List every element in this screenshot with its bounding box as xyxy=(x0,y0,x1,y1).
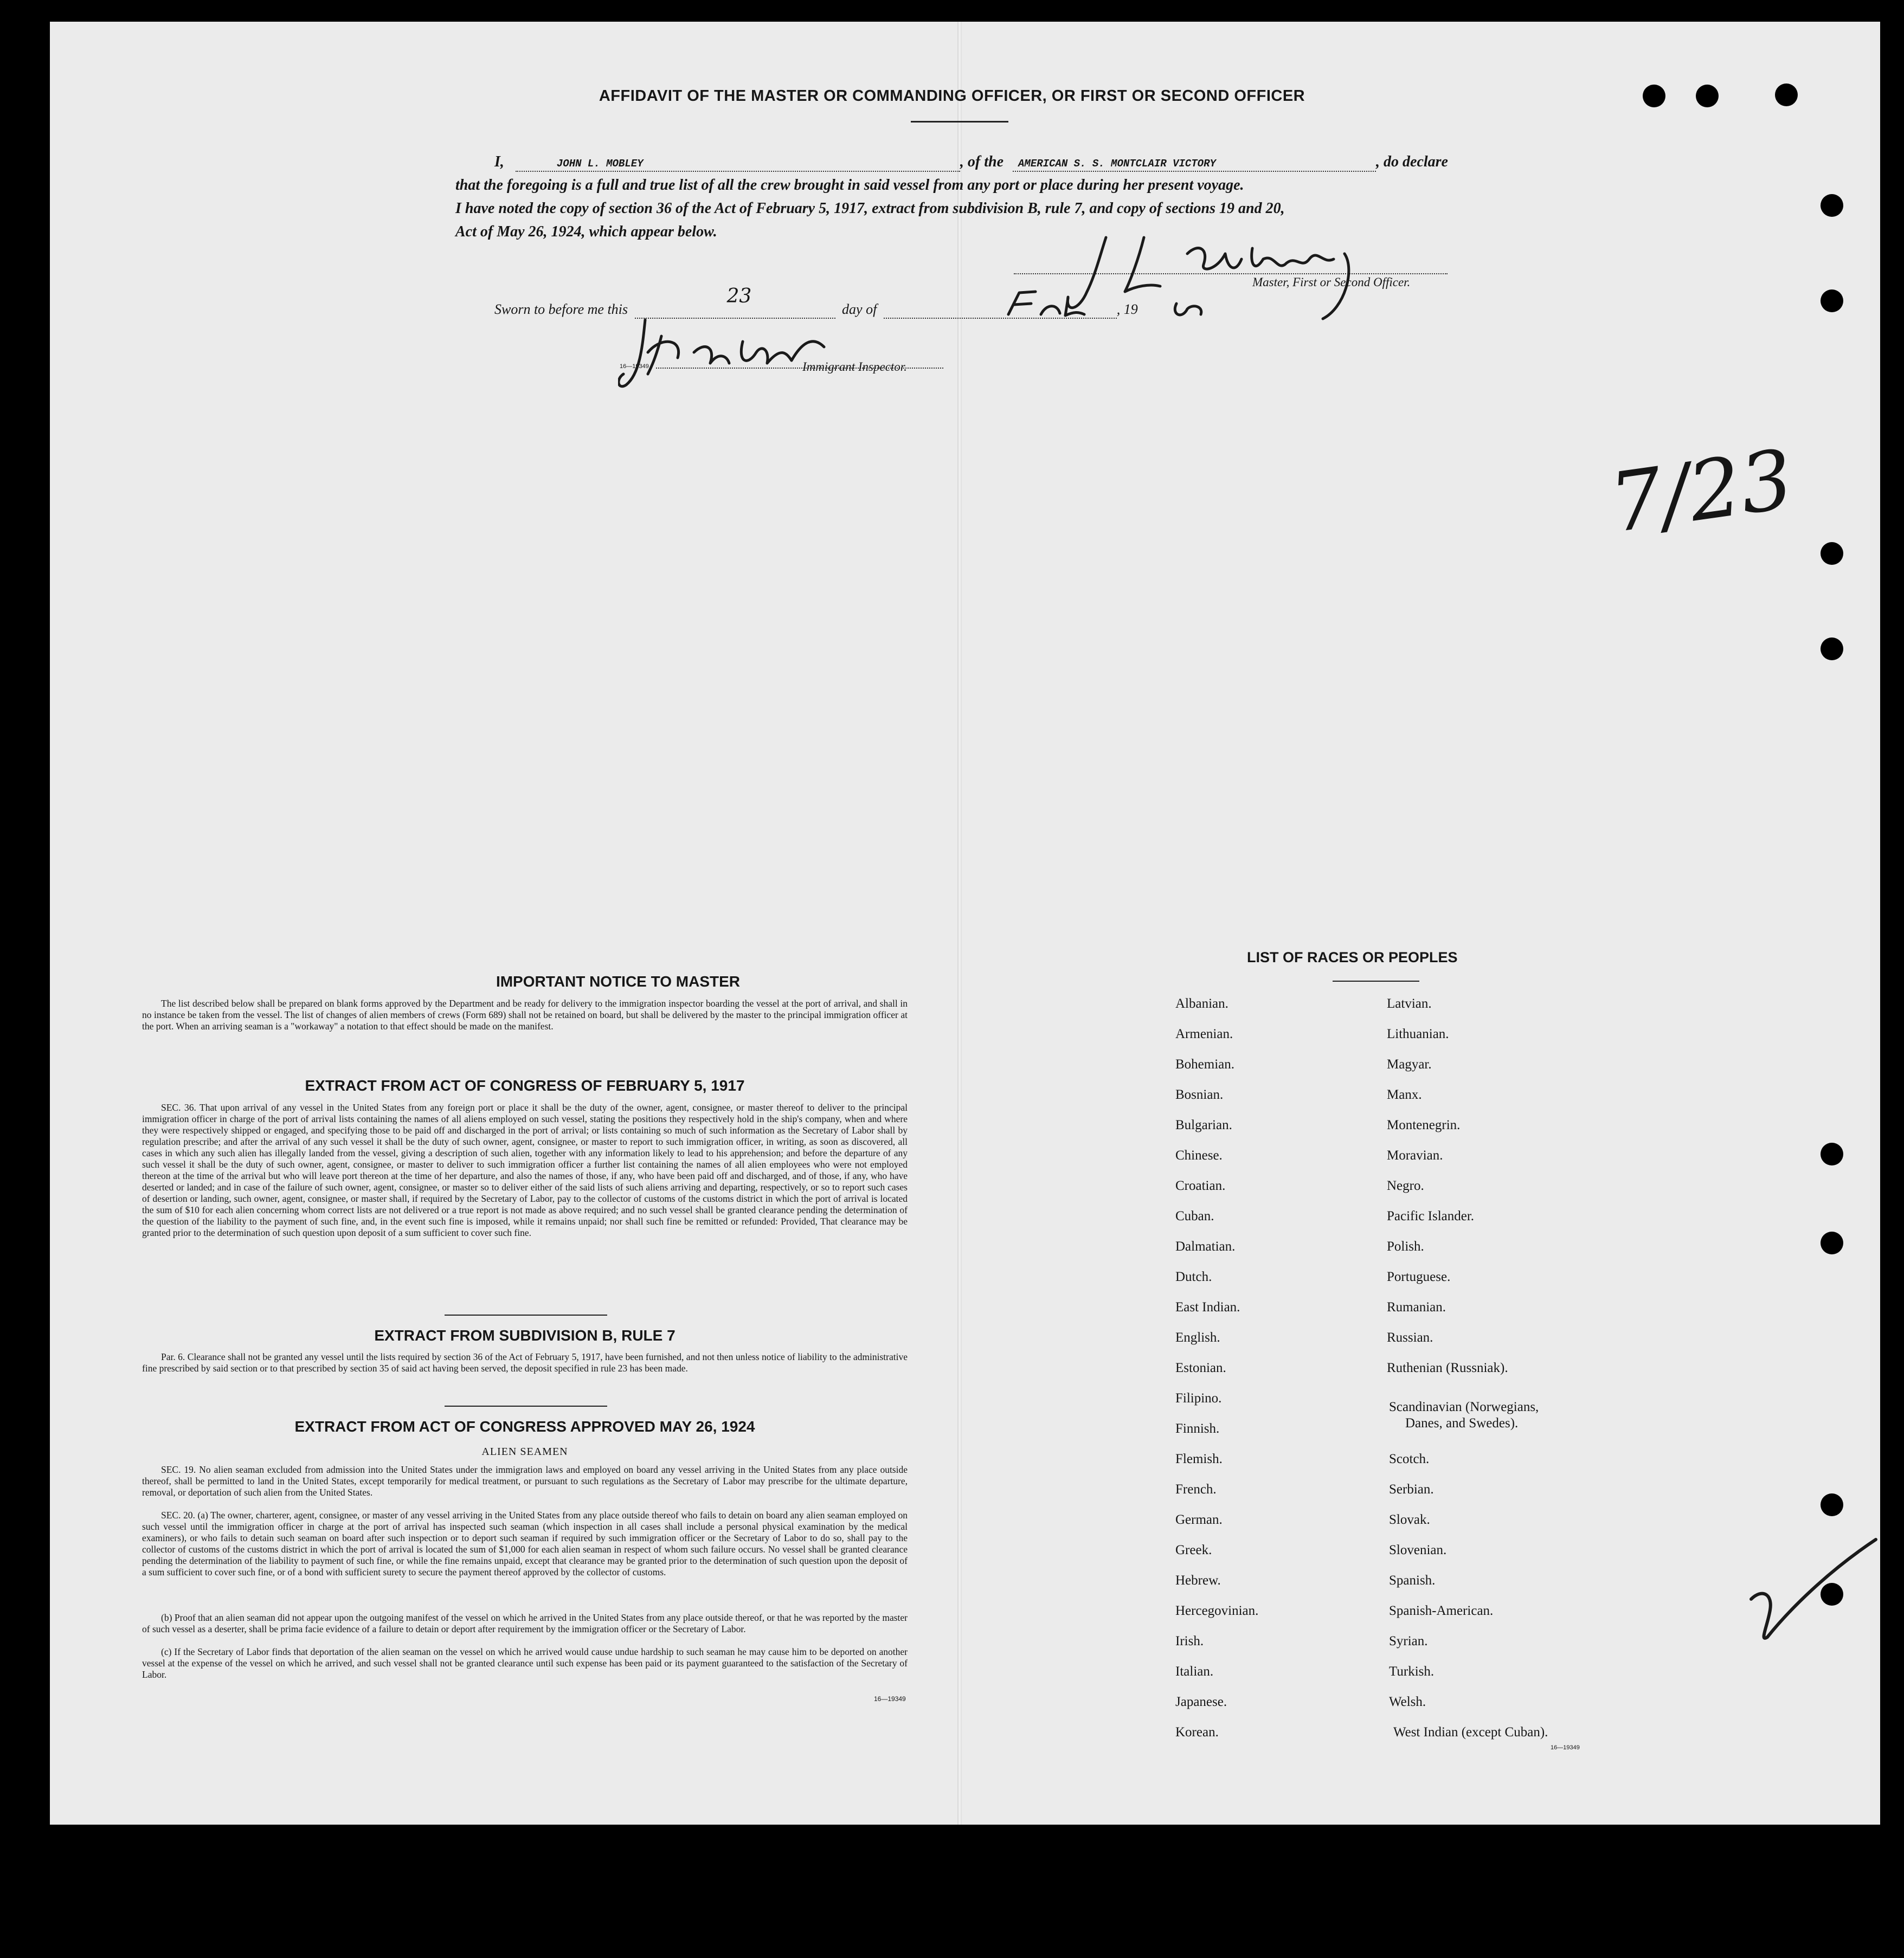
race-item: Albanian. xyxy=(1175,996,1228,1011)
extract-form-number: 16—19349 xyxy=(874,1695,906,1703)
declaration-prefix: I, xyxy=(494,153,504,170)
race-item: Armenian. xyxy=(1175,1027,1233,1041)
sworn-prefix: Sworn to before me this xyxy=(494,301,628,317)
race-item: Montenegrin. xyxy=(1387,1118,1461,1132)
race-item: Dalmatian. xyxy=(1175,1239,1236,1254)
punch-hole xyxy=(1821,1143,1843,1165)
race-item: Spanish-American. xyxy=(1389,1603,1494,1618)
margin-note: 7/23 xyxy=(1604,432,1799,551)
race-item: Moravian. xyxy=(1387,1148,1443,1163)
race-item: Hercegovinian. xyxy=(1175,1603,1259,1618)
sworn-day: 23 xyxy=(726,285,752,307)
inspector-caption: Immigrant Inspector. xyxy=(802,360,907,373)
race-item: Serbian. xyxy=(1389,1482,1434,1497)
of-the-label: , of the xyxy=(960,153,1004,170)
year-prefix: , 19 xyxy=(1116,301,1138,317)
race-item: Welsh. xyxy=(1389,1695,1426,1709)
race-item: Manx. xyxy=(1387,1087,1422,1102)
race-item: Lithuanian. xyxy=(1387,1027,1449,1041)
declaration-line-1 xyxy=(494,153,1448,172)
page-fold xyxy=(957,22,962,1825)
extract-1924-sec19: SEC. 19. No alien seaman excluded from admission into the United States under the immigration laws and employed on board any vessel arriving in the United States from any place outside thereof, shall be permitted to land in the United States, except temporarily for medical treatment, or pursuant to such regulations as the Secretary of Labor may prescribe for the ultimate departure, removal, or deportation of such alien from the United States. xyxy=(142,1464,908,1498)
race-item: Cuban. xyxy=(1175,1209,1214,1223)
check-mark xyxy=(1740,1534,1881,1659)
races-rule xyxy=(1333,981,1419,982)
rule-rule7 xyxy=(445,1406,607,1407)
inspector-form-number: 16—19349 xyxy=(620,363,649,370)
race-item: Korean. xyxy=(1175,1725,1219,1740)
punch-hole xyxy=(1821,289,1843,312)
day-of-label: day of xyxy=(842,301,877,317)
race-item: Irish. xyxy=(1175,1634,1204,1648)
race-item: East Indian. xyxy=(1175,1300,1240,1315)
race-item: Latvian. xyxy=(1387,996,1432,1011)
extract-1917-text: SEC. 36. That upon arrival of any vessel in the United States from any foreign port or place it shall be the duty of the owner, agent, consignee, or master thereof to deliver to the principal immigration officer in charge of the port of arrival lists containing the names of all aliens employed on such vessel, stating the positions they respectively hold in the ship's company, when and where they were respectively shipped or engaged, and specifying those to be paid off and discharged in the port of arrival; or lists containing so much of such information as the Secretary of Labor shall by regulation prescribe; and after the arrival of any such vessel it shall be the duty of such owner, agent, consignee, or master to report to such immigration officer, in writing, as soon as discovered, all cases in which any such alien has illegally landed from the vessel, giving a description of such alien, together with any information likely to lead to his apprehension; and before the departure of any such vessel it shall be the duty of such owner, agent, consignee, or master to deliver to such immigration officer a further list containing the names of all alien employees who were not employed thereon at the time of the arrival but who will leave port thereon at the time of her departure, and also the names of those, if any, who have been paid off and discharged, and of those, if any, who have deserted or landed; and in case of the failure of such owner, agent, consignee, or master so to deliver either of the said lists of such aliens arriving and departing, respectively, or so to report such cases of desertion or landing, such owner, agent, consignee, or master shall, if required by the Secretary of Labor, pay to the collector of customs of the customs district in which the port of arrival is located the sum of $10 for each alien concerning whom correct lists are not delivered or a true report is not made as above required; and no such vessel shall be granted clearance pending the determination of the question of the liability to the payment of such fine, and, in the event such fine is imposed, while it remains unpaid; nor shall such fine be remitted or refunded: Provided, That clearance may be granted prior to the determination of such question upon deposit of a sum sufficient to cover such fine. xyxy=(142,1102,908,1238)
notice-text: The list described below shall be prepared on blank forms approved by the Department and be ready for delivery to the immigration inspector boarding the vessel at the port of arrival, and shall in no instance be taken from the vessel. The list of changes of alien members of crews (Form 689) shall not be retained on board, but shall be delivered by the master to the principal immigration officer at the port. When an arriving seaman is a "workaway" a notation to that effect should be made on the manifest. xyxy=(142,998,908,1032)
do-declare-label: , do declare xyxy=(1376,153,1448,170)
extract-rule7-text: Par. 6. Clearance shall not be granted any vessel until the lists required by section 36 of the Act of February 5, 1917, have been furnished, and not then unless notice of liability to the administrative fine prescribed by said section or to that prescribed by section 35 of said act having been served, the deposit specified in rule 23 has been made. xyxy=(142,1351,908,1374)
inspector-signature xyxy=(618,314,857,396)
declaration-line-3: I have noted the copy of section 36 of the Act of February 5, 1917, extract from subdivision B, rule 7, and copy of sections 19 and 20, xyxy=(455,200,1285,217)
race-item: Magyar. xyxy=(1387,1057,1432,1072)
extract-1924-sec20c: (c) If the Secretary of Labor finds that deportation of the alien seaman on the vessel on which he arrived would cause undue hardship to such seaman he may cause him to be deported on another vessel at the expense of the vessel on which he arrived, and such vessel shall not be granted clearance until such expense has been paid or its payment guaranteed to the satisfaction of the Secretary of Labor. xyxy=(142,1646,908,1680)
master-signature-caption: Master, First or Second Officer. xyxy=(1252,275,1411,289)
races-form-number: 16—19349 xyxy=(1551,1744,1580,1751)
race-item: Croatian. xyxy=(1175,1178,1226,1193)
declaration-line-4: Act of May 26, 1924, which appear below. xyxy=(455,223,717,240)
race-item: Chinese. xyxy=(1175,1148,1223,1163)
race-item: Negro. xyxy=(1387,1178,1424,1193)
punch-hole xyxy=(1821,1232,1843,1254)
race-item: English. xyxy=(1175,1330,1220,1345)
declaration-line-2: that the foregoing is a full and true list of all the crew brought in said vessel from any port or place during her present voyage. xyxy=(455,177,1244,194)
race-item: Japanese. xyxy=(1175,1695,1227,1709)
race-item: Hebrew. xyxy=(1175,1573,1221,1588)
races-title: LIST OF RACES OR PEOPLES xyxy=(1247,949,1458,965)
extract-1924-title: EXTRACT FROM ACT OF CONGRESS APPROVED MAY 26, 1924 xyxy=(294,1418,755,1435)
race-item: Filipino. xyxy=(1175,1391,1222,1406)
race-item: Finnish. xyxy=(1175,1421,1220,1436)
race-item: Bohemian. xyxy=(1175,1057,1235,1072)
race-item: Scotch. xyxy=(1389,1452,1430,1466)
race-item: Scandinavian (Norwegians, xyxy=(1389,1400,1539,1414)
race-item: Rumanian. xyxy=(1387,1300,1446,1315)
race-item: Danes, and Swedes). xyxy=(1405,1416,1519,1431)
title-rule xyxy=(911,121,1008,123)
extract-1917-title: EXTRACT FROM ACT OF CONGRESS OF FEBRUARY 5, 1917 xyxy=(305,1077,745,1094)
race-item: Spanish. xyxy=(1389,1573,1436,1588)
race-item: Syrian. xyxy=(1389,1634,1428,1648)
race-item: Pacific Islander. xyxy=(1387,1209,1475,1223)
master-name: JOHN L. MOBLEY xyxy=(556,158,644,170)
punch-hole xyxy=(1821,1493,1843,1516)
race-item: Bulgarian. xyxy=(1175,1118,1232,1132)
vessel-name: AMERICAN S. S. MONTCLAIR VICTORY xyxy=(1018,158,1216,170)
race-item: Russian. xyxy=(1387,1330,1433,1345)
race-item: Portuguese. xyxy=(1387,1270,1451,1284)
punch-hole xyxy=(1821,194,1843,217)
race-item: Bosnian. xyxy=(1175,1087,1224,1102)
punch-hole xyxy=(1821,542,1843,565)
rule-1917 xyxy=(445,1315,607,1316)
race-item: Ruthenian (Russniak). xyxy=(1387,1361,1508,1375)
race-item: Slovenian. xyxy=(1389,1543,1447,1557)
race-item: Estonian. xyxy=(1175,1361,1226,1375)
notice-title: IMPORTANT NOTICE TO MASTER xyxy=(496,973,741,990)
race-item: French. xyxy=(1175,1482,1217,1497)
sworn-date-handwriting xyxy=(998,282,1214,325)
race-item: Dutch. xyxy=(1175,1270,1212,1284)
extract-1924-sec20a: SEC. 20. (a) The owner, charterer, agent, consignee, or master of any vessel arriving in the United States from any place outside thereof who fails to detain on board any alien seaman employed on such vessel until the immigration officer in charge at the port of arrival has inspected such seaman (which inspection in all cases shall include a personal physical examination by the medical examiners), or who fails to detain such seaman on board after such inspection or to deport such seaman if required by such immigration officer or the Secretary of Labor to do so, shall pay to the collector of customs of the customs district in which the port of arrival is located the sum of $1,000 for each alien seaman in respect of whom such failure occurs. No vessel shall be granted clearance pending the determination of the liability to payment of such fine, or while the fine remains unpaid, except that clearance may be granted prior to the determination of such question upon the deposit of a sum sufficient to cover such fine, or of a bond with sufficient surety to secure the payment thereof approved by the collector of customs. xyxy=(142,1510,908,1577)
punch-hole xyxy=(1821,637,1843,660)
extract-rule7-title: EXTRACT FROM SUBDIVISION B, RULE 7 xyxy=(374,1327,676,1344)
race-item: Slovak. xyxy=(1389,1512,1430,1527)
extract-1924-subtitle: ALIEN SEAMEN xyxy=(481,1446,568,1458)
affidavit-title: AFFIDAVIT OF THE MASTER OR COMMANDING OFFICER, OR FIRST OR SECOND OFFICER xyxy=(599,87,1305,105)
race-item: Greek. xyxy=(1175,1543,1212,1557)
race-item: Polish. xyxy=(1387,1239,1424,1254)
race-item: West Indian (except Cuban). xyxy=(1393,1725,1548,1740)
race-item: German. xyxy=(1175,1512,1223,1527)
race-item: Flemish. xyxy=(1175,1452,1223,1466)
race-item: Italian. xyxy=(1175,1664,1214,1679)
extract-1924-sec20b: (b) Proof that an alien seaman did not appear upon the outgoing manifest of the vessel on which he arrived in the United States from any place outside thereof, or that he was reported by the master of such vessel as a deserter, shall be prima facie evidence of a failure to detain or deport after requirement by the immigration officer or the Secretary of Labor. xyxy=(142,1612,908,1634)
race-item: Turkish. xyxy=(1389,1664,1435,1679)
